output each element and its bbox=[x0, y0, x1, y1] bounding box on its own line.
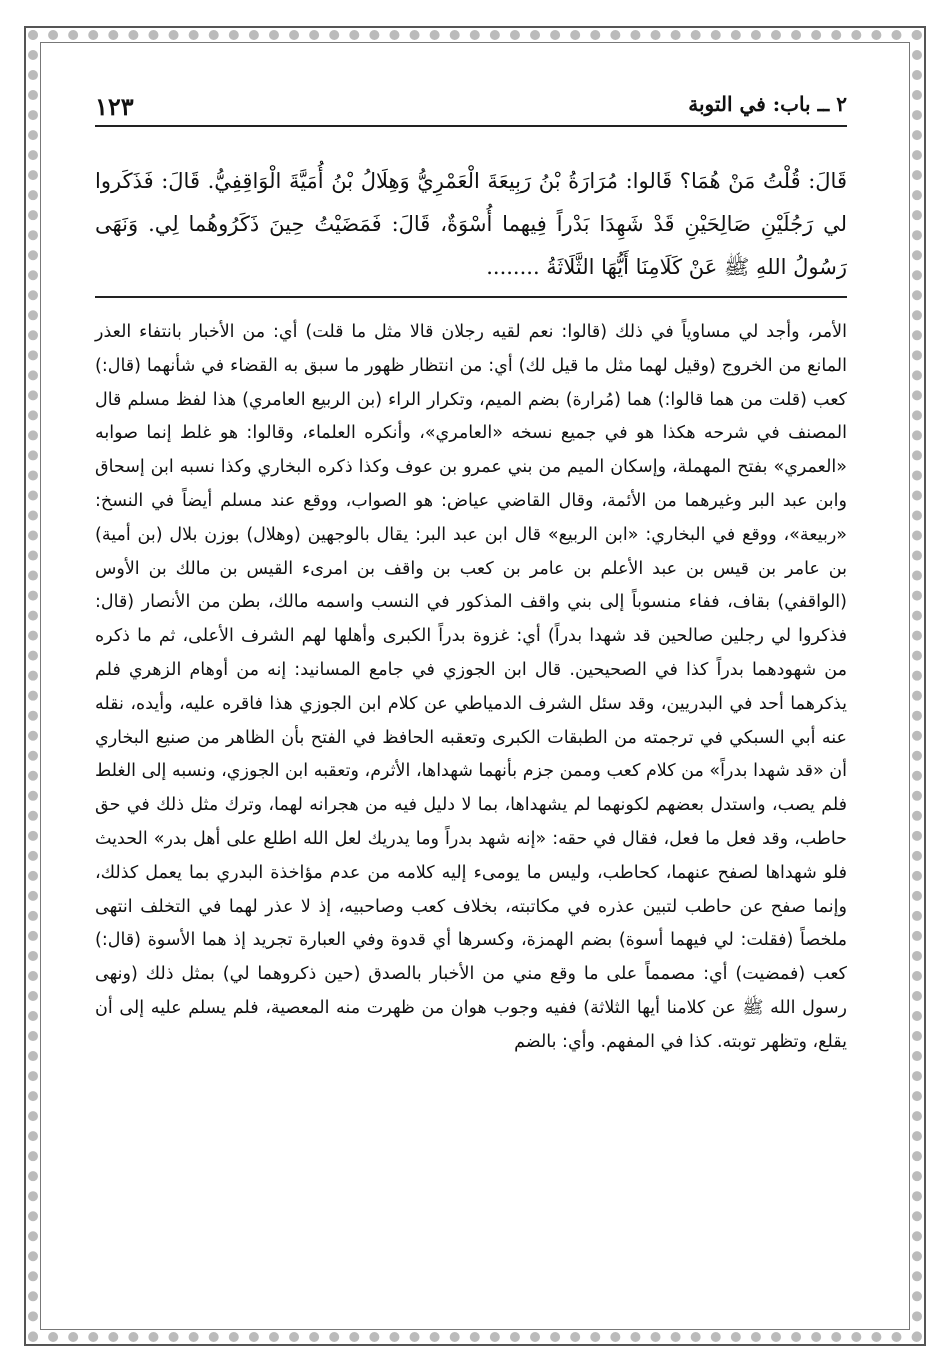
chapter-title: ٢ ــ باب: في التوبة bbox=[688, 92, 847, 116]
header-rule bbox=[95, 125, 847, 127]
commentary-paragraph: الأمر، وأجد لي مساوياً في ذلك (قالوا: نعم لقيه رجلان قالا مثل ما قلت) أي: من الأخبار بانتفاء العذر المانع من الخروج (وقيل لهما مثل ما قيل لك) أي: من انتظار ظهور ما سبق به القضاء في شأنهما (قال:) كعب (قلت من هما قالوا:) هما (مُرارة) بضم الميم، وتكرار الراء (بن الربيع العامري) هذا لفظ مسلم قال المصنف في شرحه هكذا هو في جميع نسخه «العامري»، وأنكره العلماء، وقالوا: هو غلط إنما صوابه «العمري» بفتح المهملة، وإسكان الميم من بني عمرو بن عوف وكذا ذكره البخاري وكذا نسبه ابن إسحاق وابن عبد البر وغيرهما من الأئمة، وقال القاضي عياض: هو الصواب، ووقع عند مسلم أيضاً في النسخ: «ربيعة»، ووقع في البخاري: «ابن الربيع» قال ابن عبد البر: يقال بالوجهين (وهلال) بوزن بلال (بن أمية) بن عامر بن قيس بن عبد الأعلم بن عامر بن كعب بن واقف بن امرىء القيس بن مالك بن الأوس (الواقفي) بقاف، ففاء منسوباً إلى بني واقف المذكور في النسب واسمه مالك، بطن من الأنصار (قال: فذكروا لي رجلين صالحين قد شهدا بدراً) أي: غزوة بدراً الكبرى وأهلها لهم الشرف الأعلى، ثم ما ذكره من شهودهما بدراً كذا في الصحيحين. قال ابن الجوزي في جامع المسانيد: إنه من أوهام الزهري فلم يذكرهما أحد في البدريين، وقد سئل الشرف الدمياطي عن كلام ابن الجوزي هذا فاقره عليه، وأيده، نقله عنه أبي السبكي في ترجمته من الطبقات الكبرى وتعقبه الحافظ في الفتح بأن الظاهر من صنيع البخاري أن «قد شهدا بدراً» من كلام كعب وممن جزم بأنهما شهداها، الأثرم، وتعقبه ابن الجوزي، ونسبه إلى الغلط فلم يصب، واستدل بعضهم لكونهما لم يشهداها، بما لا دليل فيه من هجرانه لهما، وترك مثل ذلك في حق حاطب، وقد فعل ما فعل، فقال في حقه: «إنه شهد بدراً وما يدريك لعل الله اطلع على أهل بدر» الحديث فلو شهداها لصفح عنهما، كحاطب، وليس ما يومىء إليه كلامه من عدم مؤاخذة البدري بما يعمل كذلك، وإنما صفح عن حاطب لتبين عذره في مكاتبته، بخلاف كعب وصاحبيه، إذ لا عذر لهما في التخلف انتهى ملخصاً (فقلت: لي فيهما أسوة) بضم الهمزة، وكسرها أي قدوة وفي العبارة تجريد إذ هما الأسوة (قال:) كعب (فمضيت) أي: مصمماً على ما وقع مني من الأخبار بالصدق (حين ذكروهما لي) بمثل ذلك (ونهى رسول الله ﷺ عن كلامنا أيها الثلاثة) ففيه وجوب هوان من ظهرت منه المعصية، فلم يسلم عليه إلى أن يقلع، وتظهر توبته. كذا في المفهم. وأي: بالضم bbox=[95, 322, 847, 1052]
commentary-text bbox=[95, 316, 847, 1060]
page-header bbox=[95, 92, 847, 122]
page-number: ١٢٣ bbox=[95, 92, 134, 121]
separator-rule bbox=[95, 296, 847, 298]
hadith-text: قَالَ: قُلْتُ مَنْ هُمَا؟ قَالوا: مُرَارَةُ بْنُ رَبِيعَةَ الْعَمْرِيُّ وَهِلَالُ بْنُ أُمَيَّةَ الْوَاقِفِيُّ. قَالَ: فَذَكَروا لي رَجُلَيْنِ صَالِحَيْنِ قَدْ شَهِدَا بَدْراً فِيهما أُسْوَةٌ، قَالَ: فَمَضَيْتُ حِينَ ذَكَرُوهُما لِي. وَنَهَى رَسُولُ اللهِ ﷺ عَنْ كَلَامِنَا أَيُّهَا الثَّلَاثَةُ ........ bbox=[95, 169, 847, 279]
